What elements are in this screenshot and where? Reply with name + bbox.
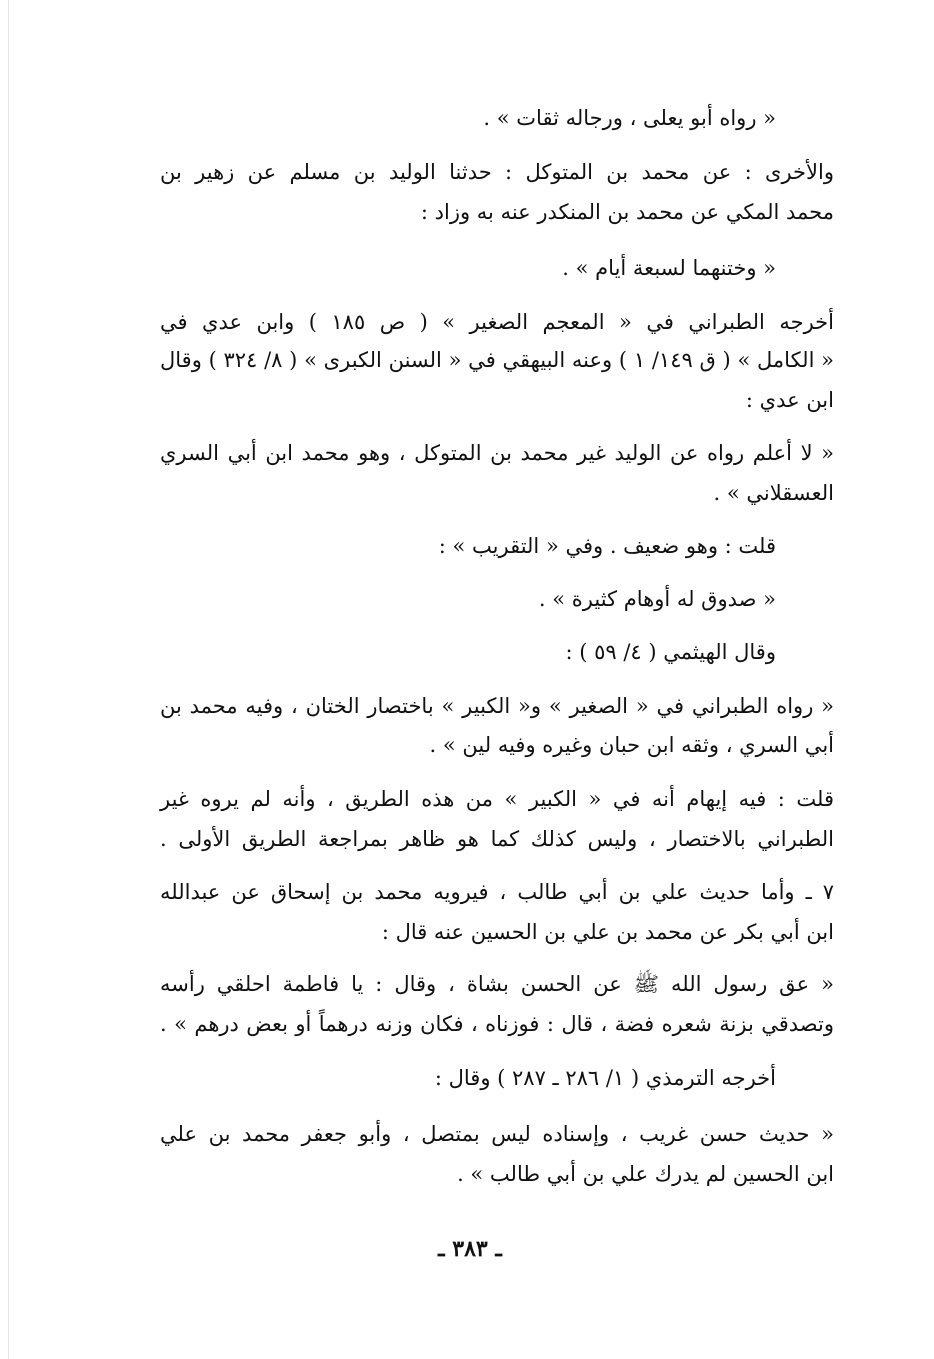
text-line: العسقلاني » . (713, 481, 834, 505)
text-line: ابن أبي بكر عن محمد بن علي بن الحسين عنه قال : (381, 920, 834, 944)
text-line: أبي السري ، وثقه ابن حبان وغيره وفيه لين » . (429, 733, 834, 757)
text-line: « لا أعلم رواه عن الوليد غير محمد بن المتوكل ، وهو محمد ابن أبي السري (160, 441, 834, 465)
text-line: أخرجه الطبراني في « المعجم الصغير » ( ص ١٨٥ ) وابن عدي في (160, 310, 834, 334)
text-line: والأخرى : عن محمد بن المتوكل : حدثنا الوليد بن مسلم عن زهير بن (160, 160, 834, 184)
scan-edge-line (8, 0, 9, 1359)
text-line: « الكامل » ( ق ١٤٩/ ١ ) وعنه البيهقي في « السنن الكبرى » ( ٨/ ٣٢٤ ) وقال (160, 348, 834, 372)
text-line: « حديث حسن غريب ، وإسناده ليس بمتصل ، وأبو جعفر محمد بن علي (160, 1122, 834, 1146)
text-line: ابن الحسين لم يدرك علي بن أبي طالب » . (457, 1162, 834, 1186)
text-line: الطبراني بالاختصار ، وليس كذلك كما هو ظاهر بمراجعة الطريق الأولى . (160, 827, 834, 851)
text-line: ابن عدي : (745, 388, 834, 412)
text-line: قلت : وهو ضعيف . وفي « التقريب » : (438, 534, 776, 558)
page-number: ـ ٣٨٣ ـ (438, 1236, 502, 1262)
text-line: « رواه الطبراني في « الصغير » و« الكبير » باختصار الختان ، وفيه محمد بن (160, 694, 834, 718)
text-line: « عق رسول الله ﷺ عن الحسن بشاة ، وقال : يا فاطمة احلقي رأسه (160, 972, 834, 996)
text-line: ٧ ـ وأما حديث علي بن أبي طالب ، فيرويه محمد بن إسحاق عن عبدالله (160, 880, 834, 904)
text-line: وقال الهيثمي ( ٤/ ٥٩ ) : (565, 640, 776, 664)
text-line: أخرجه الترمذي ( ١/ ٢٨٦ ـ ٢٨٧ ) وقال : (434, 1066, 776, 1090)
text-line: « وختنهما لسبعة أيام » . (562, 256, 776, 280)
text-line: وتصدقي بزنة شعره فضة ، قال : فوزناه ، فكان وزنه درهماً أو بعض درهم » . (160, 1012, 834, 1036)
text-line: « صدوق له أوهام كثيرة » . (538, 587, 776, 611)
text-line: « رواه أبو يعلى ، ورجاله ثقات » . (483, 106, 776, 130)
text-line: محمد المكي عن محمد بن المنكدر عنه به وزاد : (420, 200, 834, 224)
text-line: قلت : فيه إيهام أنه في « الكبير » من هذه الطريق ، وأنه لم يروه غير (160, 787, 834, 811)
